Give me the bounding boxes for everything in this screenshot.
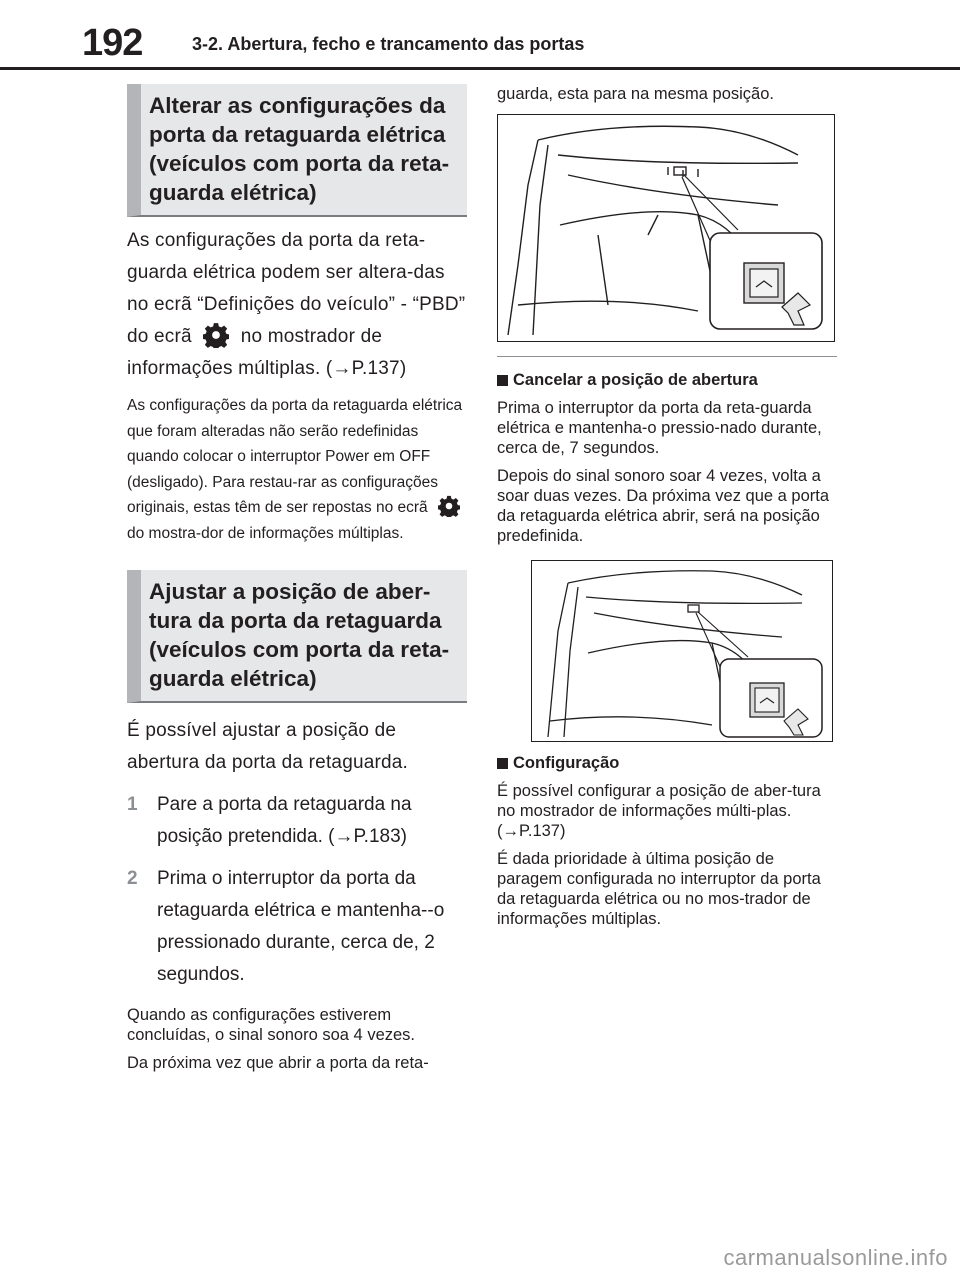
section-heading-settings: Alterar as configurações da porta da retaguarda elétrica (veículos com porta da reta-guarda elétrica) — [127, 84, 467, 217]
right-column — [497, 84, 837, 929]
bullet-square-icon — [497, 758, 508, 769]
subheading-config — [497, 754, 837, 773]
left-column — [127, 84, 467, 1073]
step-text: Prima o interruptor da porta da retaguarda elétrica e mantenha--o pressionado durante, cerca de, 2 segundos. — [157, 868, 445, 985]
next-time-note: Da próxima vez que abrir a porta da reta- — [127, 1054, 429, 1072]
gear-icon — [203, 322, 229, 348]
page-number: 192 — [82, 22, 143, 64]
note-text-a: As configurações da porta da retaguarda elétrica que foram alteradas não serão redefinidas quando colocar o interruptor Power em OFF (desligado). Para restau-rar as configurações originais, estas têm de ser repostas no ecrã — [127, 397, 463, 516]
bullet-square-icon — [497, 375, 508, 386]
step-text: Pare a porta da retaguarda na posição pretendida. (→P.183) — [157, 794, 412, 847]
note-paragraph — [127, 393, 467, 546]
watermark: carmanualsonline.info — [723, 1245, 948, 1270]
completion-note: Quando as configurações estiverem concluídas, o sinal sonoro soa 4 vezes. — [127, 1006, 416, 1044]
section-title: 3-2. Abertura, fecho e trancamento das portas — [192, 34, 585, 54]
tailgate-drawing — [532, 561, 832, 741]
tailgate-drawing — [498, 115, 834, 341]
step-number: 2 — [127, 868, 138, 889]
cancel-paragraph-1: Prima o interruptor da porta da reta-guarda elétrica e mantenha-o pressio-nado durante, cerca de, 7 segundos. — [497, 399, 822, 457]
step-2 — [127, 863, 467, 991]
subheading-text: Configuração — [513, 754, 620, 772]
section-heading-adjust: Ajustar a posição de aber-tura da porta da retaguarda (veículos com porta da reta-guarda elétrica) — [127, 570, 467, 703]
step-number: 1 — [127, 794, 138, 815]
subheading-text: Cancelar a posição de abertura — [513, 371, 758, 389]
note-text-b: do mostra-dor de informações múltiplas. — [127, 524, 404, 542]
gear-icon — [438, 495, 460, 517]
step-1 — [127, 789, 467, 853]
header-divider — [0, 67, 960, 70]
settings-text-a: As configurações da porta da reta-guarda elétrica podem ser altera-das no ecrã “Definições do veículo” - “PBD” do ecrã — [127, 230, 466, 347]
settings-text-b: no mostrador de informações múltiplas. (→P.137) — [127, 326, 407, 379]
divider — [497, 356, 837, 357]
tailgate-illustration-2 — [531, 560, 833, 742]
subheading-cancel — [497, 371, 837, 390]
tailgate-illustration-1 — [497, 114, 835, 342]
config-paragraph-2: É dada prioridade à última posição de paragem configurada no interruptor da porta da retaguarda elétrica ou no mos-trador de informações múltiplas. — [497, 850, 821, 928]
continued-text: guarda, esta para na mesma posição. — [497, 85, 774, 103]
settings-paragraph — [127, 225, 467, 385]
cancel-paragraph-2: Depois do sinal sonoro soar 4 vezes, volta a soar duas vezes. Da próxima vez que a porta da retaguarda elétrica abrir, será na posição predefinida. — [497, 467, 830, 545]
adjust-intro: É possível ajustar a posição de abertura da porta da retaguarda. — [127, 720, 409, 773]
page-header — [0, 0, 960, 70]
config-paragraph-1: É possível configurar a posição de aber-tura no mostrador de informações múlti-plas. (→P.137) — [497, 782, 821, 840]
